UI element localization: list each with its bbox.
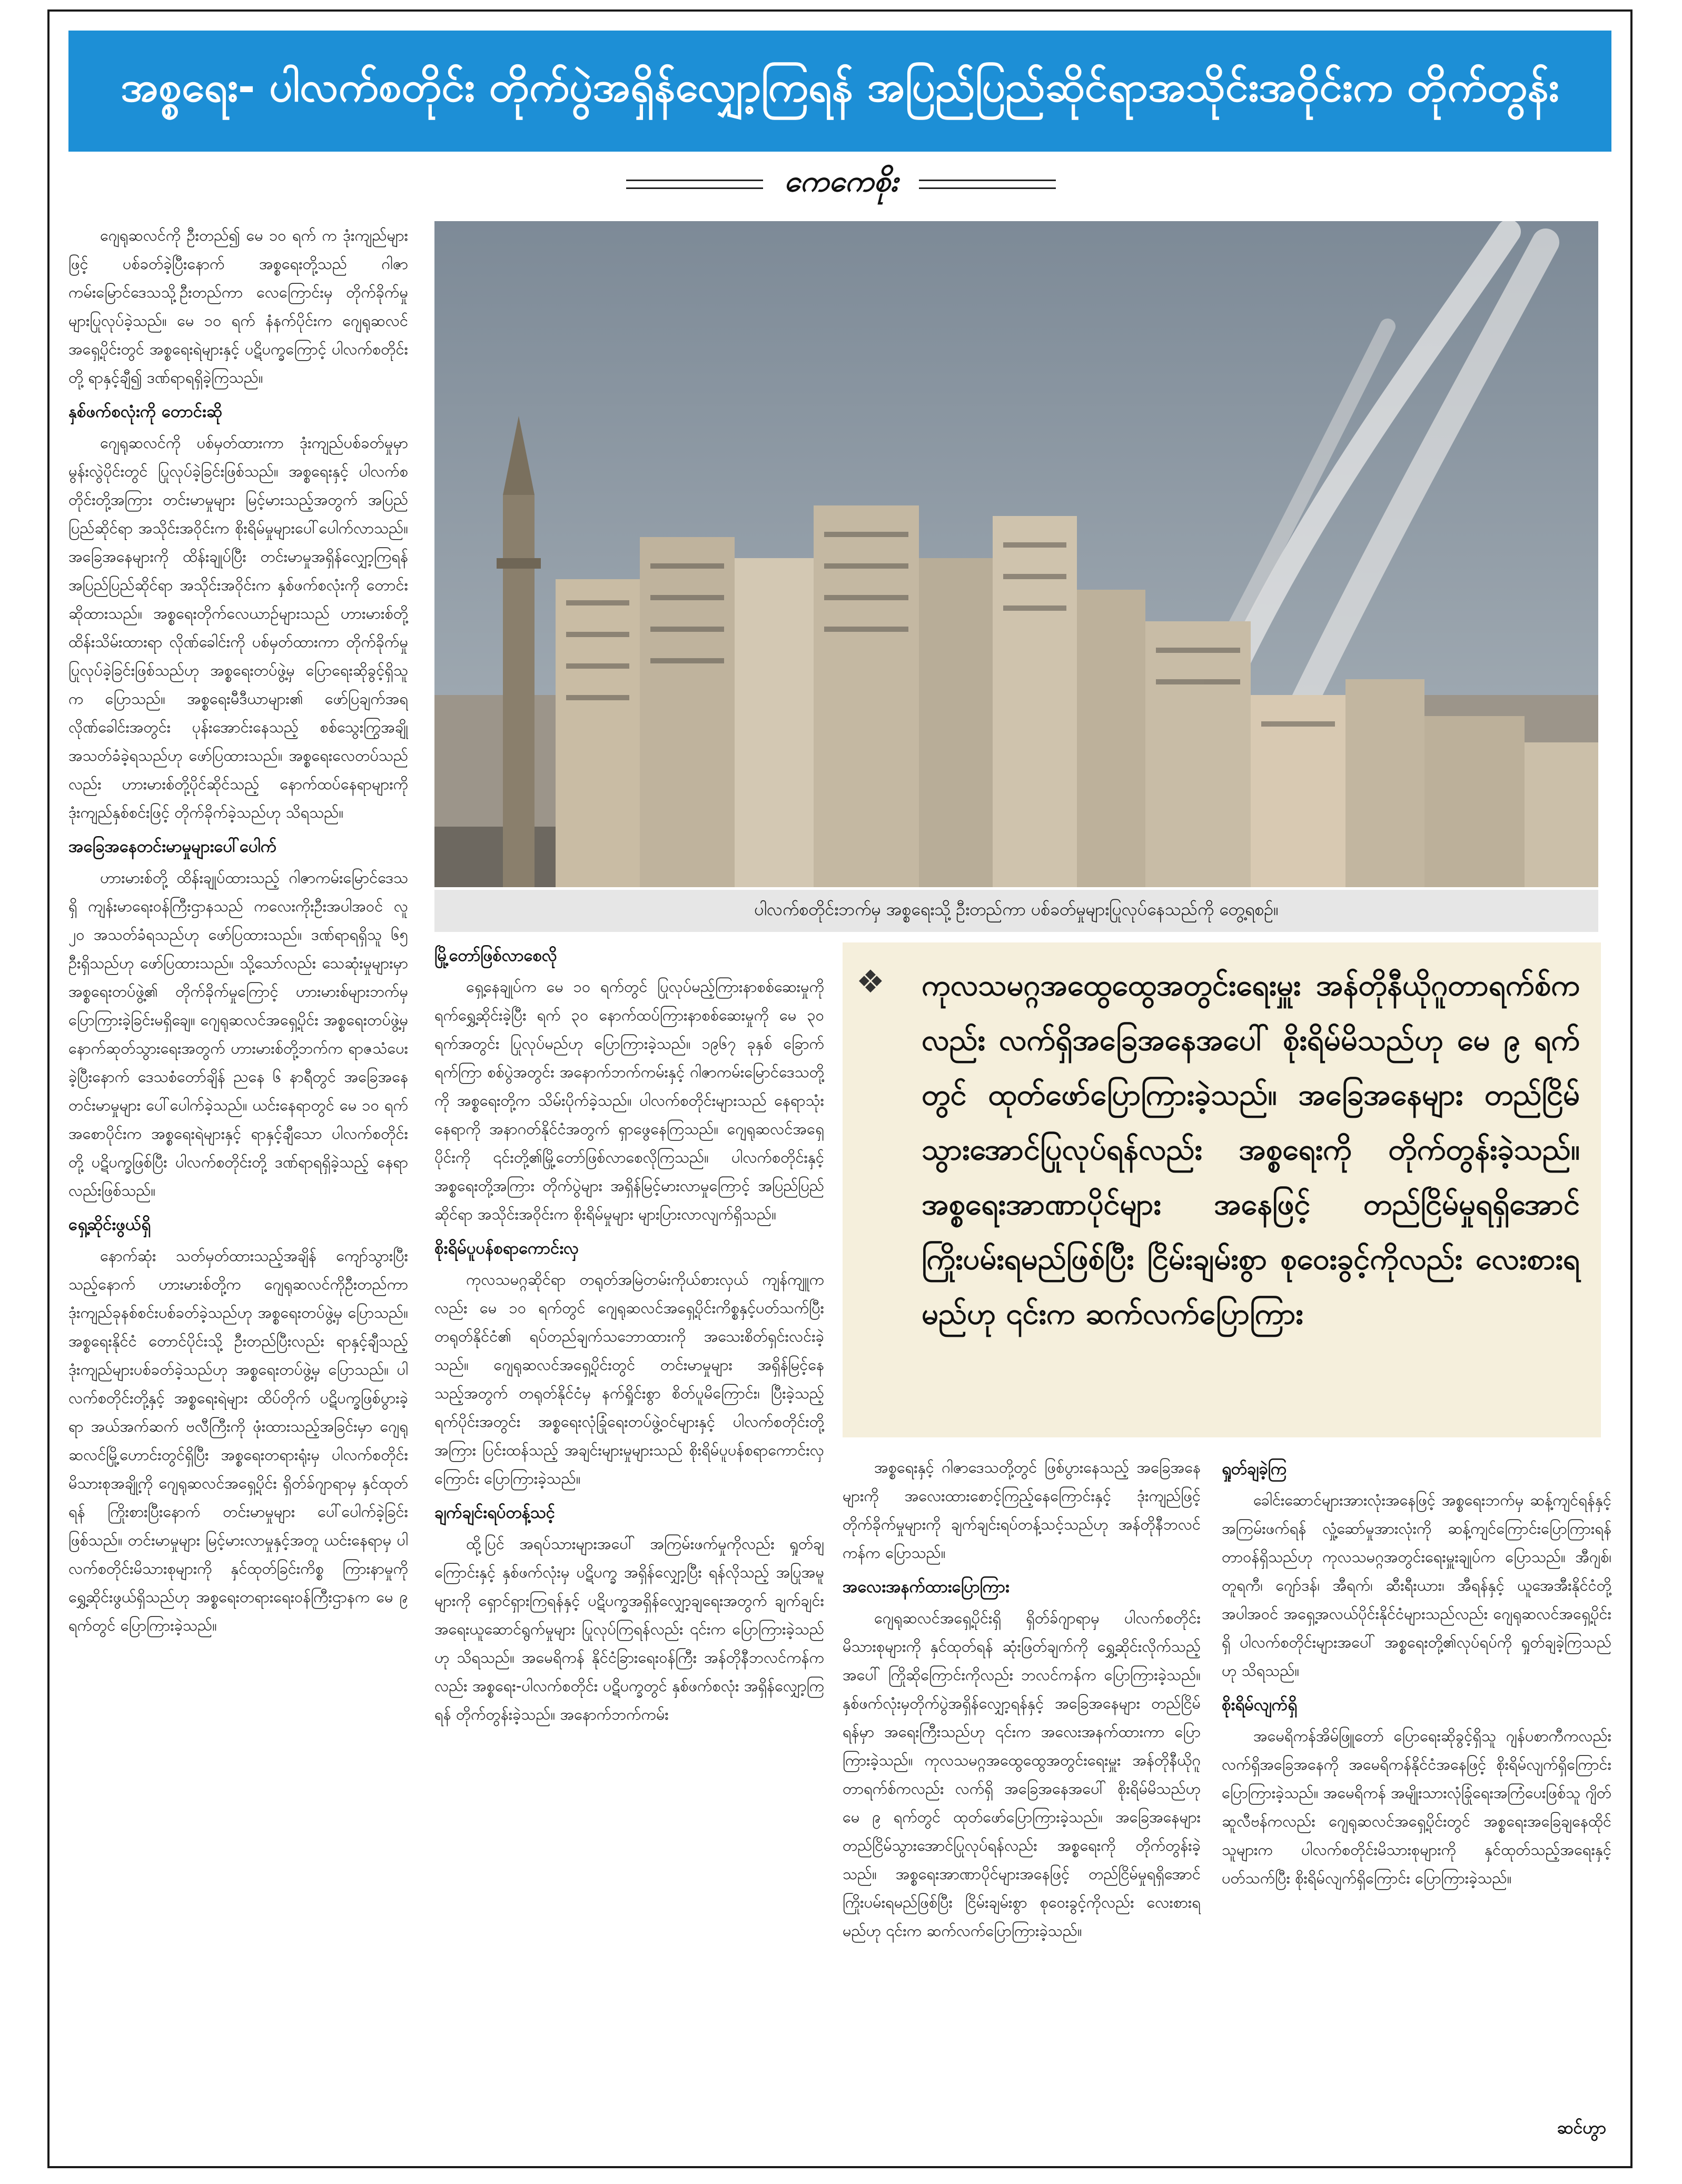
subheading: နှစ်ဖက်စလုံးကို တောင်းဆို: [68, 402, 222, 421]
subheading: စိုးရိမ်လျက်ရှိ: [1222, 1695, 1297, 1714]
paragraph: ခေါင်းဆောင်များအားလုံးအနေဖြင့် အစ္စရေးဘက်မှ ဆန့်ကျင်ရန်နှင့် အကြမ်းဖက်ရန် လှုံ့ဆော်မှုအားလုံးကို ဆန့်ကျင်ကြောင်းပြောကြားရန် တာဝန်ရှိသည်ဟု ကုလသမဂ္ဂအတွင်းရေးမှူးချုပ်က ပြောသည်။ အီဂျစ်၊ တူရကီ၊ ဂျော်ဒန်၊ အီရက်၊ ဆီးရီးယား၊ အီရန်နှင့် ယူအေအီးနိုင်ငံတို့အပါအဝင် အရှေ့အလယ်ပိုင်းနိုင်ငံများသည်လည်း ဂျေရုဆလင်အရှေ့ပိုင်းရှိ ပါလက်စတိုင်းများအပေါ် အစ္စရေးတို့၏လုပ်ရပ်ကို ရှုတ်ချခဲ့ကြသည်ဟု သိရသည်။: [1222, 1491, 1611, 1680]
pull-quote-text: ကုလသမဂ္ဂအထွေထွေအတွင်းရေးမှူး အန်တိုနီယိုဂူတာရက်စ်ကလည်း လက်ရှိအခြေအနေအပေါ် စိုးရိမ်မိသည်ဟု မေ ၉ ရက်တွင် ထုတ်ဖော်ပြောကြားခဲ့သည်။ အခြေအနေများ တည်ငြိမ်သွားအောင်ပြုလုပ်ရန်လည်း အစ္စရေးကို တိုက်တွန်းခဲ့သည်။ အစ္စရေးအာဏာပိုင်များ အနေဖြင့် တည်ငြိမ်မှုရရှိအောင် ကြိုးပမ်းရမည်ဖြစ်ပြီး ငြိမ်းချမ်းစွာ စုဝေးခွင့်ကိုလည်း လေးစားရမည်ဟု ၎င်းက ဆက်လက်ပြောကြား: [922, 968, 1580, 1331]
source-signoff: ဆင်ဟွာ: [1557, 2118, 1606, 2138]
article-column-3: [843, 1453, 1201, 2148]
paragraph: ဂျေရုဆလင်ကို ပစ်မှတ်ထားကာ ဒုံးကျည်ပစ်ခတ်မှုမှာ မွန်းလွဲပိုင်းတွင် ပြုလုပ်ခဲ့ခြင်းဖြစ်သည်။ အစ္စရေးနှင့် ပါလက်စတိုင်းတို့အကြား တင်းမာမှုများ မြင့်မားသည့်အတွက် အပြည်ပြည်ဆိုင်ရာ အသိုင်းအဝိုင်းက စိုးရိမ်မှုများပေါ်ပေါက်လာသည်။ အခြေအနေများကို ထိန်းချုပ်ပြီး တင်းမာမှုအရှိန်လျှော့ကြရန် အပြည်ပြည်ဆိုင်ရာ အသိုင်းအဝိုင်းက နှစ်ဖက်စလုံးကို တောင်းဆိုထားသည်။ အစ္စရေးတိုက်လေယာဉ်များသည် ဟားမားစ်တို့ ထိန်းသိမ်းထားရာ လိုဏ်ခေါင်းကို ပစ်မှတ်ထားကာ တိုက်ခိုက်မှုပြုလုပ်ခဲ့ခြင်းဖြစ်သည်ဟု အစ္စရေးတပ်ဖွဲ့မှ ပြောရေးဆိုခွင့်ရှိသူက ပြောသည်။ အစ္စရေးမီဒီယာများ၏ ဖော်ပြချက်အရ လိုဏ်ခေါင်းအတွင်း ပုန်းအောင်းနေသည့် စစ်သွေးကြွအချို့ အသတ်ခံခဲ့ရသည်ဟု ဖော်ပြထားသည်။ အစ္စရေးလေတပ်သည်လည်း ဟားမားစ်တို့ပိုင်ဆိုင်သည့် နောက်ထပ်နေရာများကို ဒုံးကျည်နှစ်စင်းဖြင့် တိုက်ခိုက်ခဲ့သည်ဟု သိရသည်။: [68, 434, 408, 821]
byline-rule-right: [919, 180, 1056, 189]
paragraph: အမေရိကန်အိမ်ဖြူတော် ပြောရေးဆိုခွင့်ရှိသူ ဂျန်ပစာကီကလည်း လက်ရှိအခြေအနေကို အမေရိကန်နိုင်ငံအနေဖြင့် စိုးရိမ်လျက်ရှိကြောင်း ပြောကြားခဲ့သည်။ အမေရိကန် အမျိုးသားလုံခြုံရေးအကြံပေးဖြစ်သူ ဂျိတ်ဆူလီဗန်ကလည်း ဂျေရုဆလင်အရှေ့ပိုင်းတွင် အစ္စရေးအခြေချနေထိုင်သူများက ပါလက်စတိုင်းမိသားစုများကို နှင်ထုတ်သည့်အရေးနှင့်ပတ်သက်ပြီး စိုးရိမ်လျက်ရှိကြောင်း ပြောကြားခဲ့သည်။: [1222, 1727, 1611, 1887]
subheading: စိုးရိမ်ပူပန်စရာကောင်းလှ: [434, 1239, 579, 1258]
paragraph: အစ္စရေးနှင့် ဂါဇာဒေသတို့တွင် ဖြစ်ပွားနေသည့် အခြေအနေများကို အလေးထားစောင့်ကြည့်နေကြောင်းနှင့် ဒုံးကျည်ဖြင့် တိုက်ခိုက်မှုများကို ချက်ချင်းရပ်တန့်သင့်သည်ဟု အန်တိုနီဘလင်ကန်က ပြောသည်။: [843, 1458, 1201, 1562]
author-name: ကေကေစိုး: [784, 164, 898, 198]
news-photo: [434, 221, 1598, 887]
byline-rule-left: [626, 180, 763, 189]
article-column-4: [1222, 1453, 1611, 2148]
paragraph: ဂျေရုဆလင်ကို ဦးတည်၍ မေ ၁၀ ရက် က ဒုံးကျည်များဖြင့် ပစ်ခတ်ခဲ့ပြီးနောက် အစ္စရေးတို့သည် ဂါဇာကမ်းမြောင်ဒေသသို့ဦးတည်ကာ လေကြောင်းမှ တိုက်ခိုက်မှုများပြုလုပ်ခဲ့သည်။ မေ ၁၀ ရက် နံနက်ပိုင်းက ဂျေရုဆလင် အရှေ့ပိုင်းတွင် အစ္စရေးရဲများနှင့် ပဋိပက္ခကြောင့် ပါလက်စတိုင်းတို့ ရာနှင့်ချီ၍ ဒဏ်ရာရရှိခဲ့ကြသည်။: [68, 226, 408, 386]
article-column-2: [434, 940, 824, 2146]
paragraph: ရှေ့နေချုပ်က မေ ၁၀ ရက်တွင် ပြုလုပ်မည့်ကြားနာစစ်ဆေးမှုကို ရက်ရွှေ့ဆိုင်းခဲ့ပြီး ရက် ၃၀ နောက်ထပ်ကြားနာစစ်ဆေးမှုကို မေ ၃၀ ရက်အတွင်း ပြုလုပ်မည်ဟု ပြောကြားခဲ့သည်။ ၁၉၆၇ ခုနှစ် ခြောက်ရက်ကြာ စစ်ပွဲအတွင်း အနောက်ဘက်ကမ်းနှင့် ဂါဇာကမ်းမြောင်ဒေသတို့ကို အစ္စရေးတို့က သိမ်းပိုက်ခဲ့သည်။ ပါလက်စတိုင်းများသည် နေရာသုံးနေရာကို အနာဂတ်နိုင်ငံအတွက် ရှာဖွေနေကြသည်။ ဂျေရုဆလင်အရှေ့ပိုင်းကို ၎င်းတို့၏မြို့တော်ဖြစ်လာစေလိုကြသည်။ ပါလက်စတိုင်းနှင့် အစ္စရေးတို့အကြား တိုက်ပွဲများ အရှိန်မြင့်မားလာမှုကြောင့် အပြည်ပြည်ဆိုင်ရာ အသိုင်းအဝိုင်းက စိုးရိမ်မှုများ များပြားလာလျက်ရှိသည်။: [434, 978, 824, 1223]
paragraph: ဟားမားစ်တို့ ထိန်းချုပ်ထားသည့် ဂါဇာကမ်းမြောင်ဒေသရှိ ကျန်းမာရေးဝန်ကြီးဌာနသည် ကလေးကိုးဦးအပါအဝင် လူ ၂၀ အသတ်ခံရသည်ဟု ဖော်ပြထားသည်။ ဒဏ်ရာရရှိသူ ၆၅ ဦးရှိသည်ဟု ဖော်ပြထားသည်။ သို့သော်လည်း သေဆုံးမှုများမှာ အစ္စရေးတပ်ဖွဲ့၏ တိုက်ခိုက်မှုကြောင့် ဟားမားစ်များဘက်မှ ပြောကြားခဲ့ခြင်းမရှိချေ။ ဂျေရုဆလင်အရှေ့ပိုင်း အစ္စရေးတပ်ဖွဲ့မှ နောက်ဆုတ်သွားရေးအတွက် ဟားမားစ်တို့ဘက်က ရာဇသံပေးခဲ့ပြီးနောက် ဒေသစံတော်ချိန် ညနေ ၆ နာရီတွင် အခြေအနေတင်းမာမှုများ ပေါ်ပေါက်ခဲ့သည်။ ယင်းနေရာတွင် မေ ၁၀ ရက်အစောပိုင်းက အစ္စရေးရဲများနှင့် ရာနှင့်ချီသော ပါလက်စတိုင်းတို့ ပဋိပက္ခဖြစ်ပြီး ပါလက်စတိုင်းတို့ ဒဏ်ရာရရှိခဲ့သည့် နေရာလည်းဖြစ်သည်။: [68, 869, 408, 1199]
subheading: အလေးအနက်ထားပြောကြား: [843, 1577, 1010, 1596]
paragraph: ကုလသမဂ္ဂဆိုင်ရာ တရုတ်အမြဲတမ်းကိုယ်စားလှယ် ကျန်ကျူကလည်း မေ ၁၀ ရက်တွင် ဂျေရုဆလင်အရှေ့ပိုင်းကိစ္စနှင့်ပတ်သက်ပြီး တရုတ်နိုင်ငံ၏ ရပ်တည်ချက်သဘောထားကို အသေးစိတ်ရှင်းလင်းခဲ့သည်။ ဂျေရုဆလင်အရှေ့ပိုင်းတွင် တင်းမာမှုများ အရှိန်မြင့်နေသည့်အတွက် တရုတ်နိုင်ငံမှ နက်ရှိုင်းစွာ စိတ်ပူမိကြောင်း၊ ပြီးခဲ့သည့် ရက်ပိုင်းအတွင်း အစ္စရေးလုံခြုံရေးတပ်ဖွဲ့ဝင်များနှင့် ပါလက်စတိုင်းတို့အကြား ပြင်းထန်သည့် အချင်းများမှုများသည် စိုးရိမ်ပူပန်စရာကောင်းလှကြောင်း ပြောကြားခဲ့သည်။: [434, 1270, 824, 1487]
subheading: အခြေအနေတင်းမာမှုများပေါ်ပေါက်: [68, 837, 277, 856]
diamond-bullet-icon: ❖: [856, 964, 885, 1000]
headline-text: အစ္စရေး- ပါလက်စတိုင်း တိုက်ပွဲအရှိန်လျှော့ကြရန် အပြည်ပြည်ဆိုင်ရာအသိုင်းအဝိုင်းက တိုက်တွန်း: [121, 63, 1559, 111]
rocket-trails-over-city-image: [434, 221, 1598, 887]
headline-banner: [68, 31, 1611, 152]
byline: [0, 161, 1682, 208]
paragraph: နောက်ဆုံး သတ်မှတ်ထားသည့်အချိန် ကျော်သွားပြီးသည့်နောက် ဟားမားစ်တို့က ဂျေရုဆလင်ကိုဦးတည်ကာ ဒုံးကျည်ခုနစ်စင်းပစ်ခတ်ခဲ့သည်ဟု အစ္စရေးတပ်ဖွဲ့မှ ပြောသည်။ အစ္စရေးနိုင်ငံ တောင်ပိုင်းသို့ ဦးတည်ပြီးလည်း ရာနှင့်ချီသည့် ဒုံးကျည်များပစ်ခတ်ခဲ့သည်ဟု အစ္စရေးတပ်ဖွဲ့မှ ပြောသည်။ ပါလက်စတိုင်းတို့နှင့် အစ္စရေးရဲများ ထိပ်တိုက် ပဋိပက္ခဖြစ်ပွားခဲ့ရာ အယ်အက်ဆက် ဗလီကြီးကို ဖုံးထားသည့်အခြင်းမှာ ဂျေရုဆလင်မြို့ဟောင်းတွင်ရှိပြီး အစ္စရေးတရားရုံးမှ ပါလက်စတိုင်းမိသားစုအချို့ကို ဂျေရုဆလင်အရှေ့ပိုင်း ရှိတ်ခ်ဂျာရာမှ နှင်ထုတ်ရန် ကြိုးစားပြီးနောက် တင်းမာမှုများ ပေါ်ပေါက်ခဲ့ခြင်းဖြစ်သည်။ တင်းမာမှုများ မြင့်မားလာမှုနှင့်အတူ ယင်းနေရာမှ ပါလက်စတိုင်းမိသားစုများကို နှင်ထုတ်ခြင်းကိစ္စ ကြားနာမှုကို ရွှေ့ဆိုင်းဖွယ်ရှိသည်ဟု အစ္စရေးတရားရေးဝန်ကြီးဌာနက မေ ၉ ရက်တွင် ပြောကြားခဲ့သည်။: [68, 1247, 408, 1634]
article-column-1: [68, 221, 408, 2143]
subheading: ရှုတ်ချခဲ့ကြ: [1222, 1460, 1287, 1478]
subheading: မြို့တော်ဖြစ်လာစေလို: [434, 946, 557, 965]
subheading: ရှေ့ဆိုင်းဖွယ်ရှိ: [68, 1215, 151, 1234]
subheading: ချက်ချင်းရပ်တန့်သင့်: [434, 1503, 555, 1522]
pull-quote-box: [843, 942, 1601, 1437]
photo-caption: ပါလက်စတိုင်းဘက်မှ အစ္စရေးသို့ ဦးတည်ကာ ပစ်ခတ်မှုများပြုလုပ်နေသည်ကို တွေ့ရစဉ်။: [434, 890, 1598, 932]
paragraph: ဂျေရုဆလင်အရှေ့ပိုင်းရှိ ရှိတ်ခ်ဂျာရာမှ ပါလက်စတိုင်းမိသားစုများကို နှင်ထုတ်ရန် ဆုံးဖြတ်ချက်ကို ရွှေ့ဆိုင်းလိုက်သည့်အပေါ် ကြိုဆိုကြောင်းကိုလည်း ဘလင်ကန်က ပြောကြားခဲ့သည်။ နှစ်ဖက်လုံးမှတိုက်ပွဲအရှိန်လျှော့ရန်နှင့် အခြေအနေများ တည်ငြိမ်ရန်မှာ အရေးကြီးသည်ဟု ၎င်းက အလေးအနက်ထားကာ ပြောကြားခဲ့သည်။ ကုလသမဂ္ဂအထွေထွေအတွင်းရေးမှူး အန်တိုနီယိုဂူတာရက်စ်ကလည်း လက်ရှိ အခြေအနေအပေါ် စိုးရိမ်မိသည်ဟု မေ ၉ ရက်တွင် ထုတ်ဖော်ပြောကြားခဲ့သည်။ အခြေအနေများ တည်ငြိမ်သွားအောင်ပြုလုပ်ရန်လည်း အစ္စရေးကို တိုက်တွန်းခဲ့သည်။ အစ္စရေးအာဏာပိုင်များအနေဖြင့် တည်ငြိမ်မှုရရှိအောင် ကြိုးပမ်းရမည်ဖြစ်ပြီး ငြိမ်းချမ်းစွာ စုဝေးခွင့်ကိုလည်း လေးစားရမည်ဟု ၎င်းက ဆက်လက်ပြောကြားခဲ့သည်။: [843, 1609, 1201, 1940]
paragraph: ထို့ပြင် အရပ်သားများအပေါ် အကြမ်းဖက်မှုကိုလည်း ရှုတ်ချကြောင်းနှင့် နှစ်ဖက်လုံးမှ ပဋိပက္ခ အရှိန်လျှော့ပြီး ရန်လိုသည့် အပြုအမူများကို ရှောင်ရှားကြရန်နှင့် ပဋိပက္ခအရှိန်လျှော့ချရေးအတွက် ချက်ချင်းအရေးယူဆောင်ရွက်မှုများ ပြုလုပ်ကြရန်လည်း ၎င်းက ပြောကြားခဲ့သည်ဟု သိရသည်။ အမေရိကန် နိုင်ငံခြားရေးဝန်ကြီး အန်တိုနီဘလင်ကန်ကလည်း အစ္စရေး-ပါလက်စတိုင်း ပဋိပက္ခတွင် နှစ်ဖက်စလုံး အရှိန်လျှော့ကြရန် တိုက်တွန်းခဲ့သည်။ အနောက်ဘက်ကမ်း: [434, 1535, 824, 1723]
